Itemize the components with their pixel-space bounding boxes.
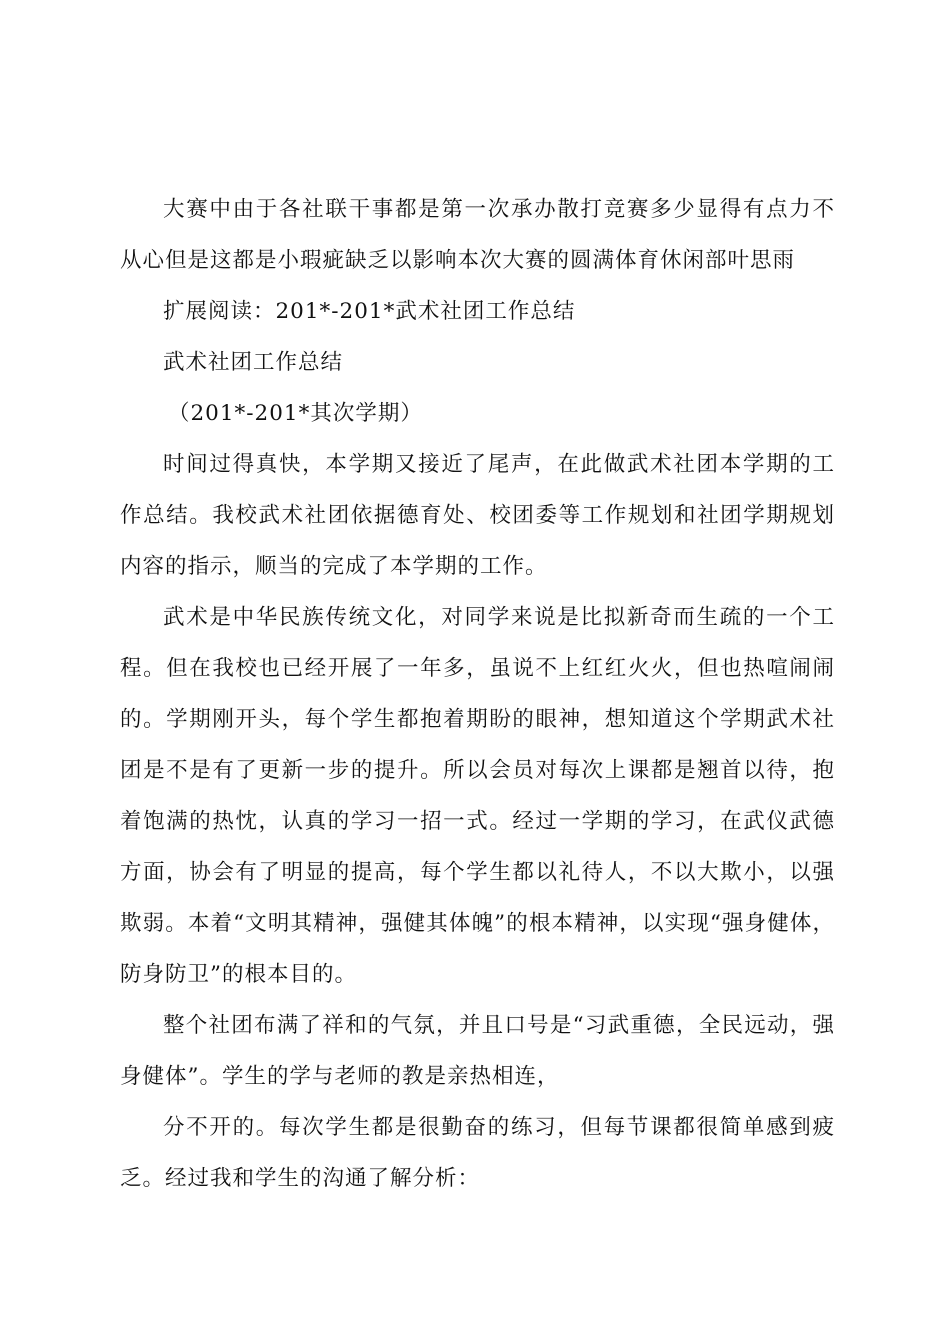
paragraph-extended-reading: 扩展阅读：201*-201*武术社团工作总结 [163, 299, 576, 324]
paragraph-wushu-culture: 武术是中华民族传统文化，对同学来说是比拟新奇而生疏的一个工程。但在我校也已经开展了一年多，虽说不上红红火火，但也热喧闹闹的。学期刚开头，每个学生都抱着期盼的眼神，想知道这个学期武术社团是不是有了更新一步的提升。所以会员对每次上课都是翘首以待，抱着饱满的热忱，认真的学习一招一式。经过一学期的学习，在武仪武德方面，协会有了明显的提高，每个学生都以礼待人，不以大欺小，以强欺弱。本着“文明其精神，强健其体魄”的根本精神，以实现“强身健体，防身防卫”的根本目的。 [120, 605, 835, 987]
semester-label: （201*-201*其次学期） [168, 401, 423, 426]
section-title: 武术社团工作总结 [163, 350, 344, 375]
paragraph-contest-note: 大赛中由于各社联干事都是第一次承办散打竞赛多少显得有点力不从心但是这都是小瑕疵缺乏以影响本次大赛的圆满体育休闲部叶思雨 [120, 197, 835, 273]
document-body [120, 184, 835, 1204]
paragraph-analysis: 分不开的。每次学生都是很勤奋的练习，但每节课都很简单感到疲乏。经过我和学生的沟通了解分析： [120, 1115, 835, 1191]
paragraph-club-atmosphere: 整个社团布满了祥和的气氛，并且口号是“习武重德，全民远动，强身健体”。学生的学与老师的教是亲热相连， [120, 1013, 835, 1089]
paragraph-intro: 时间过得真快，本学期又接近了尾声，在此做武术社团本学期的工作总结。我校武术社团依据德育处、校团委等工作规划和社团学期规划内容的指示，顺当的完成了本学期的工作。 [120, 452, 835, 579]
